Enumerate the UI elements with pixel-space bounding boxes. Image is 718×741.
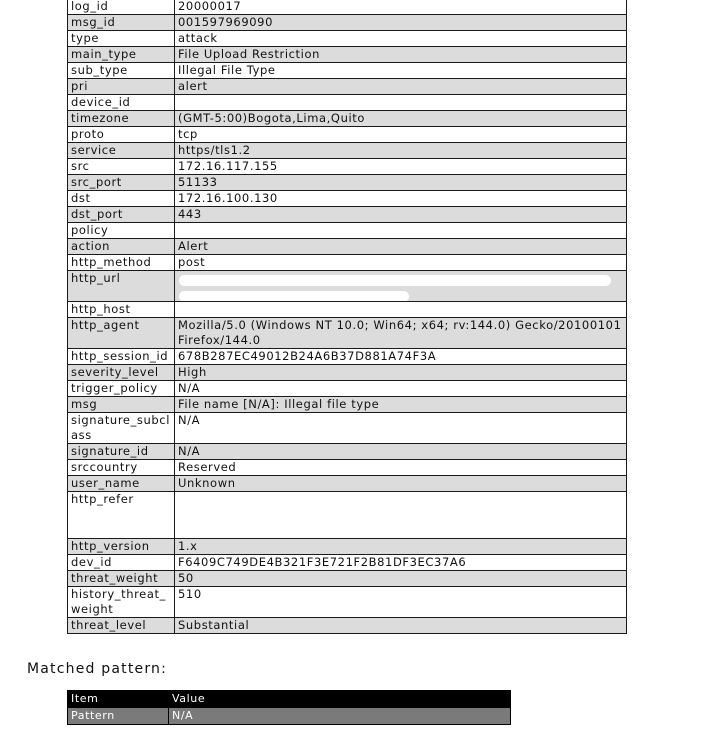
table-row bbox=[68, 79, 627, 95]
table-row bbox=[68, 31, 627, 47]
redaction-bar bbox=[179, 291, 409, 302]
table-row bbox=[68, 381, 627, 397]
field-value: Alert bbox=[175, 239, 627, 255]
matched-pattern-heading: Matched pattern: bbox=[27, 661, 168, 677]
field-name: dst_port bbox=[68, 207, 175, 223]
field-name: http_host bbox=[68, 302, 175, 318]
field-name: dst bbox=[68, 191, 175, 207]
field-name: policy bbox=[68, 223, 175, 239]
table-row bbox=[68, 239, 627, 255]
column-header-value: Value bbox=[169, 691, 511, 708]
field-name: http_method bbox=[68, 255, 175, 271]
table-row bbox=[68, 302, 627, 318]
table-row bbox=[68, 95, 627, 111]
table-row bbox=[68, 618, 627, 634]
table-row bbox=[68, 191, 627, 207]
field-value: N/A bbox=[175, 413, 627, 444]
table-row bbox=[68, 223, 627, 239]
field-value: N/A bbox=[175, 444, 627, 460]
field-name: http_refer bbox=[68, 492, 175, 539]
table-row bbox=[68, 444, 627, 460]
pattern-value: N/A bbox=[169, 708, 511, 725]
pattern-item: Pattern bbox=[68, 708, 169, 725]
field-name: msg_id bbox=[68, 15, 175, 31]
redaction-bar bbox=[179, 275, 611, 286]
table-row bbox=[68, 555, 627, 571]
field-value-redacted bbox=[175, 271, 627, 302]
field-name: http_session_id bbox=[68, 349, 175, 365]
table-row bbox=[68, 0, 627, 15]
field-value: 443 bbox=[175, 207, 627, 223]
field-name: pri bbox=[68, 79, 175, 95]
field-name: threat_weight bbox=[68, 571, 175, 587]
field-name: log_id bbox=[68, 0, 175, 15]
field-value: Illegal File Type bbox=[175, 63, 627, 79]
field-name: type bbox=[68, 31, 175, 47]
field-name: user_name bbox=[68, 476, 175, 492]
field-name: trigger_policy bbox=[68, 381, 175, 397]
table-row bbox=[68, 365, 627, 381]
table-row bbox=[68, 539, 627, 555]
table-row bbox=[68, 587, 627, 618]
matched-pattern-table bbox=[67, 690, 511, 725]
field-name: timezone bbox=[68, 111, 175, 127]
field-name: device_id bbox=[68, 95, 175, 111]
field-value: Unknown bbox=[175, 476, 627, 492]
field-value: 1.x bbox=[175, 539, 627, 555]
field-name: src_port bbox=[68, 175, 175, 191]
table-row bbox=[68, 492, 627, 539]
field-value: Mozilla/5.0 (Windows NT 10.0; Win64; x64; rv:144.0) Gecko/20100101 Firefox/144.0 bbox=[175, 318, 627, 349]
field-value: post bbox=[175, 255, 627, 271]
table-row bbox=[68, 63, 627, 79]
field-value: tcp bbox=[175, 127, 627, 143]
table-row bbox=[68, 47, 627, 63]
table-row bbox=[68, 708, 511, 725]
table-row bbox=[68, 15, 627, 31]
table-row bbox=[68, 143, 627, 159]
field-value: High bbox=[175, 365, 627, 381]
field-value: (GMT-5:00)Bogota,Lima,Quito bbox=[175, 111, 627, 127]
field-name: proto bbox=[68, 127, 175, 143]
table-row bbox=[68, 349, 627, 365]
field-name: severity_level bbox=[68, 365, 175, 381]
field-value: N/A bbox=[175, 381, 627, 397]
field-value-redacted bbox=[175, 492, 627, 539]
table-row bbox=[68, 127, 627, 143]
table-row bbox=[68, 476, 627, 492]
field-name: signature_subclass bbox=[68, 413, 175, 444]
field-value: 172.16.117.155 bbox=[175, 159, 627, 175]
field-name: threat_level bbox=[68, 618, 175, 634]
column-header-item: Item bbox=[68, 691, 169, 708]
field-value: 172.16.100.130 bbox=[175, 191, 627, 207]
field-value: 20000017 bbox=[175, 0, 627, 15]
field-value: 678B287EC49012B24A6B37D881A74F3A bbox=[175, 349, 627, 365]
table-row bbox=[68, 271, 627, 302]
table-header-row bbox=[68, 691, 511, 708]
table-row bbox=[68, 175, 627, 191]
field-name: signature_id bbox=[68, 444, 175, 460]
table-row bbox=[68, 571, 627, 587]
field-value bbox=[175, 223, 627, 239]
table-row bbox=[68, 318, 627, 349]
table-row bbox=[68, 397, 627, 413]
field-name: http_agent bbox=[68, 318, 175, 349]
field-name: dev_id bbox=[68, 555, 175, 571]
field-value: F6409C749DE4B321F3E721F2B81DF3EC37A6 bbox=[175, 555, 627, 571]
field-value: 001597969090 bbox=[175, 15, 627, 31]
field-name: msg bbox=[68, 397, 175, 413]
field-name: sub_type bbox=[68, 63, 175, 79]
field-name: service bbox=[68, 143, 175, 159]
field-value: 50 bbox=[175, 571, 627, 587]
field-value: attack bbox=[175, 31, 627, 47]
field-name: src bbox=[68, 159, 175, 175]
table-row bbox=[68, 159, 627, 175]
field-value: 510 bbox=[175, 587, 627, 618]
table-row bbox=[68, 255, 627, 271]
table-row bbox=[68, 460, 627, 476]
field-value: https/tls1.2 bbox=[175, 143, 627, 159]
field-value: 51133 bbox=[175, 175, 627, 191]
field-value: File Upload Restriction bbox=[175, 47, 627, 63]
field-name: action bbox=[68, 239, 175, 255]
table-row bbox=[68, 413, 627, 444]
log-detail-table bbox=[67, 0, 627, 634]
field-value bbox=[175, 95, 627, 111]
field-name: main_type bbox=[68, 47, 175, 63]
table-row bbox=[68, 207, 627, 223]
field-value: Reserved bbox=[175, 460, 627, 476]
field-value: Substantial bbox=[175, 618, 627, 634]
field-name: srccountry bbox=[68, 460, 175, 476]
field-value bbox=[175, 302, 627, 318]
field-value: alert bbox=[175, 79, 627, 95]
field-name: http_version bbox=[68, 539, 175, 555]
field-name: history_threat_weight bbox=[68, 587, 175, 618]
field-name: http_url bbox=[68, 271, 175, 302]
table-row bbox=[68, 111, 627, 127]
field-value: File name [N/A]: Illegal file type bbox=[175, 397, 627, 413]
